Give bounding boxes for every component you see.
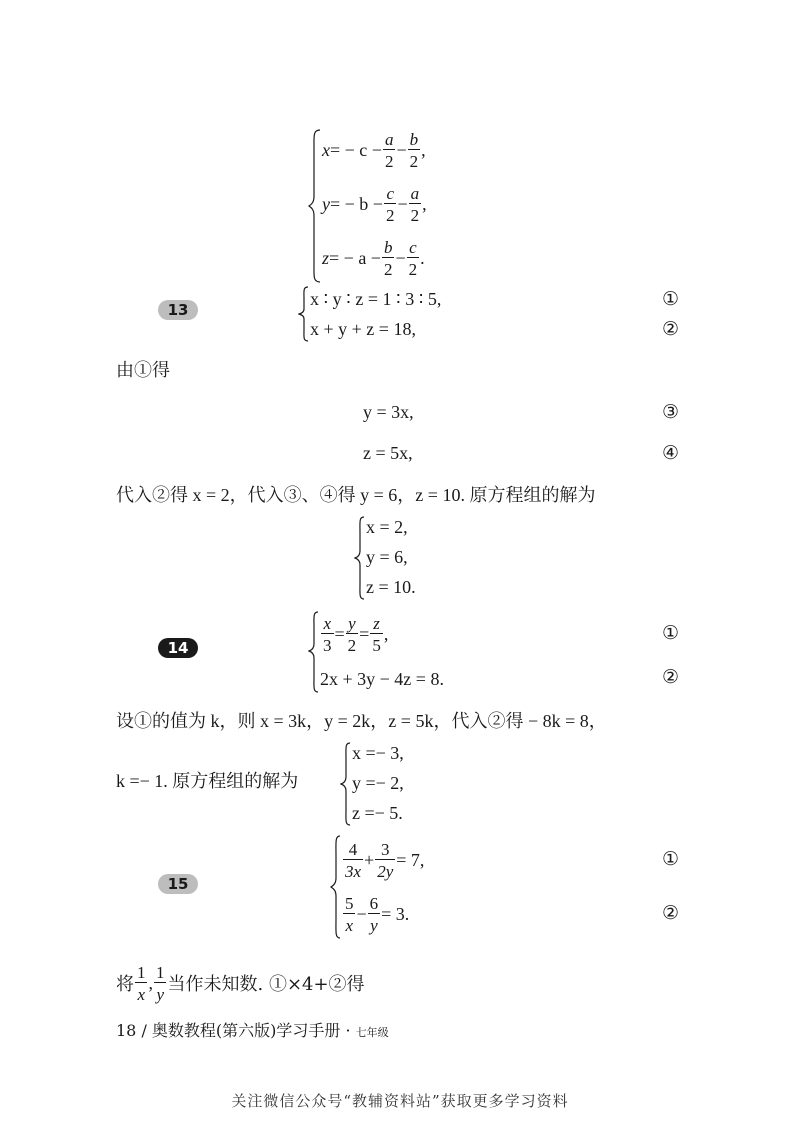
equation-marker: ① xyxy=(662,622,680,644)
equation-marker: ② xyxy=(662,318,680,340)
system-14 xyxy=(306,606,566,694)
equation-row: 2x + 3y − 4z = 8. xyxy=(320,669,444,689)
text-line: k =− 1. 原方程组的解为 xyxy=(116,771,299,791)
equation-row: $\frac{5}{x}$ − $\frac{6}{y}$ = 3. xyxy=(345,893,410,935)
left-brace xyxy=(354,515,366,601)
equation-marker: ③ xyxy=(662,401,680,423)
text-line: 设①的值为 k，则 x = 3k，y = 2k，z = 5k，代入②得 − 8k = 8， xyxy=(116,711,607,731)
solution-row: z =− 5. xyxy=(352,803,403,823)
left-brace xyxy=(340,741,352,827)
equation-row: y = − b − $\frac{c}{2}$ − $\frac{a}{2}$ , xyxy=(322,183,427,225)
equation-row: $\frac{x}{3}$ = $\frac{y}{2}$ = $\frac{z}{5}$ , xyxy=(323,613,389,655)
equation-marker: ④ xyxy=(662,442,680,464)
equation-marker: ② xyxy=(662,666,680,688)
equation-row: x = − c − $\frac{a}{2}$ − $\frac{b}{2}$ , xyxy=(322,129,426,171)
page-number: 18 xyxy=(116,1021,137,1040)
left-brace xyxy=(330,834,342,940)
text-line: 由①得 xyxy=(116,360,170,381)
solution-row: y =− 2, xyxy=(352,773,404,793)
left-brace xyxy=(308,128,322,284)
solution-system-14 xyxy=(338,738,478,828)
book-title: 奥数教程(第六版)学习手册 · xyxy=(151,1021,356,1040)
solution-row: x =− 3, xyxy=(352,743,404,763)
equation-marker: ① xyxy=(662,848,680,870)
problem-number-badge: 13 xyxy=(158,300,198,320)
page-footer: 18 / 奥数教程(第六版)学习手册 · 七年级 xyxy=(116,1021,389,1040)
text-line: 将 $\frac{1}{x}$ , $\frac{1}{y}$ 当作未知数. ①×4+②得 xyxy=(116,962,365,1004)
solution-system-13 xyxy=(352,512,492,602)
equation-marker: ① xyxy=(662,288,680,310)
equation-row: x ∶ y ∶ z = 1 ∶ 3 ∶ 5, xyxy=(310,289,442,309)
problem-number-badge: 14 xyxy=(158,638,198,658)
equation-marker: ② xyxy=(662,902,680,924)
system-13 xyxy=(296,282,556,344)
text-line: 代入②得 x = 2，代入③、④得 y = 6，z = 10. 原方程组的解为 xyxy=(116,485,596,505)
left-brace xyxy=(298,285,310,343)
equation-row: z = − a − $\frac{b}{2}$ − $\frac{c}{2}$ . xyxy=(322,237,425,279)
solution-row: y = 6, xyxy=(366,547,408,567)
problem-number-badge: 15 xyxy=(158,874,198,894)
equation-row: y = 3x, xyxy=(363,402,414,422)
system-previous-solution xyxy=(300,122,540,290)
equation-row: $\frac{4}{3x}$ + $\frac{3}{2y}$ = 7, xyxy=(345,839,425,881)
equation-row: z = 5x, xyxy=(363,443,413,463)
grade-label: 七年级 xyxy=(355,1026,389,1039)
equation-row: x + y + z = 18, xyxy=(310,319,416,339)
left-brace xyxy=(308,610,320,694)
system-15 xyxy=(328,832,548,942)
solution-row: z = 10. xyxy=(366,577,416,597)
solution-row: x = 2, xyxy=(366,517,408,537)
watermark-text: 关注微信公众号“教辅资料站”获取更多学习资料 xyxy=(231,1092,569,1110)
